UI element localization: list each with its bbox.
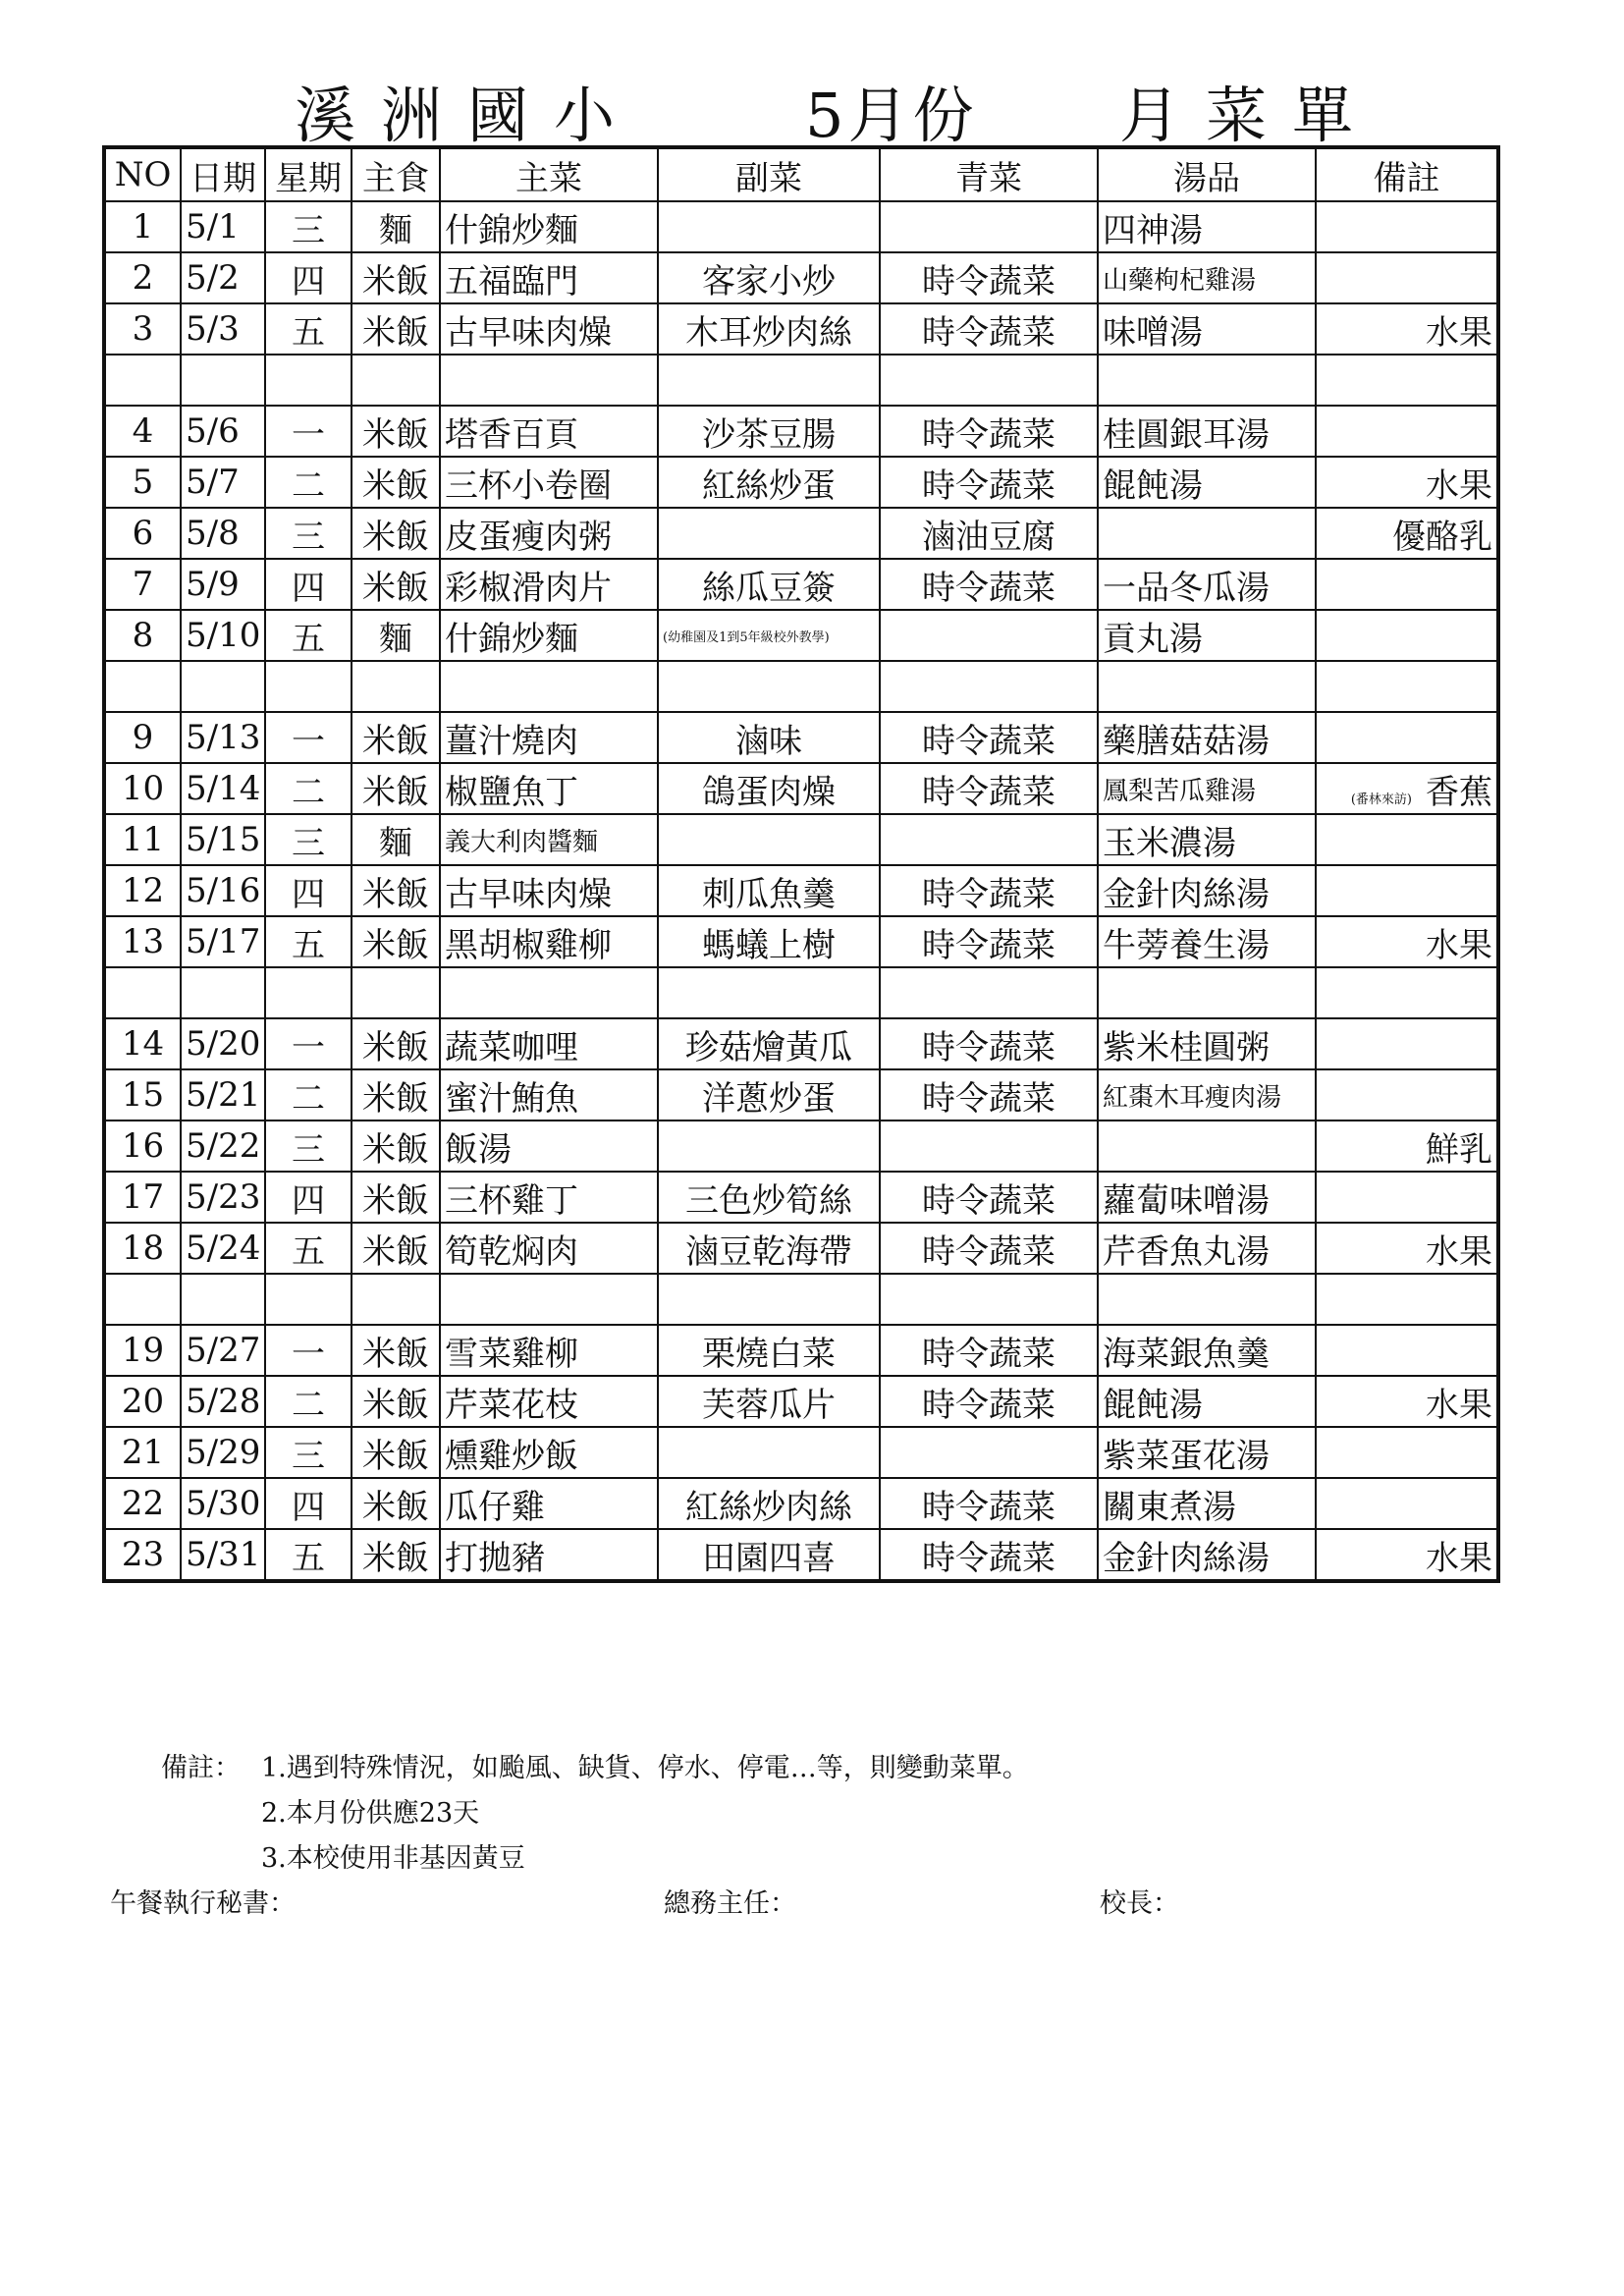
- row-number: 23: [104, 1529, 181, 1581]
- header-staple: 主食: [352, 147, 440, 201]
- blank-cell: [181, 355, 265, 406]
- row-weekday: 四: [265, 865, 352, 916]
- row-soup: 紫菜蛋花湯: [1098, 1427, 1316, 1478]
- row-soup: 藥膳菇菇湯: [1098, 712, 1316, 763]
- row-side-dish: 田園四喜: [658, 1529, 880, 1581]
- row-staple: 米飯: [352, 252, 440, 303]
- blank-cell: [880, 355, 1098, 406]
- table-row: [104, 1172, 1498, 1223]
- table-row: [104, 865, 1498, 916]
- blank-cell: [1098, 355, 1316, 406]
- row-vegetable: 時令蔬菜: [880, 1018, 1098, 1069]
- row-note: [1316, 814, 1498, 865]
- row-date: 5/21: [181, 1069, 265, 1121]
- row-vegetable: 滷油豆腐: [880, 508, 1098, 559]
- table-row: [104, 1069, 1498, 1121]
- row-note: 水果: [1316, 1376, 1498, 1427]
- table-row: [104, 201, 1498, 252]
- row-note: [1316, 201, 1498, 252]
- blank-cell: [181, 967, 265, 1018]
- row-staple: 米飯: [352, 763, 440, 814]
- row-side-dish: 三色炒筍絲: [658, 1172, 880, 1223]
- blank-cell: [658, 1274, 880, 1325]
- row-staple: 米飯: [352, 1478, 440, 1529]
- row-number: 17: [104, 1172, 181, 1223]
- row-soup: 鳳梨苦瓜雞湯: [1098, 763, 1316, 814]
- blank-cell: [352, 355, 440, 406]
- row-vegetable: 時令蔬菜: [880, 1223, 1098, 1274]
- row-weekday: 一: [265, 1018, 352, 1069]
- row-vegetable: 時令蔬菜: [880, 1478, 1098, 1529]
- row-side-dish: [658, 201, 880, 252]
- table-header-row: [104, 147, 1498, 201]
- row-date: 5/29: [181, 1427, 265, 1478]
- row-date: 5/3: [181, 303, 265, 355]
- table-row: [104, 610, 1498, 661]
- row-date: 5/30: [181, 1478, 265, 1529]
- blank-cell: [104, 355, 181, 406]
- table-row-blank: [104, 967, 1498, 1018]
- row-staple: 米飯: [352, 1223, 440, 1274]
- row-note: 優酪乳: [1316, 508, 1498, 559]
- row-side-dish: [658, 508, 880, 559]
- row-weekday: 五: [265, 1529, 352, 1581]
- table-row: [104, 1223, 1498, 1274]
- row-main-dish: 塔香百頁: [440, 406, 658, 457]
- row-staple: 麵: [352, 201, 440, 252]
- row-note: [1316, 1427, 1498, 1478]
- table-row: [104, 712, 1498, 763]
- row-main-dish: 義大利肉醬麵: [440, 814, 658, 865]
- row-note: [1316, 712, 1498, 763]
- row-note: [1316, 1172, 1498, 1223]
- row-side-dish: [658, 1427, 880, 1478]
- row-main-dish: 打拋豬: [440, 1529, 658, 1581]
- remarks-section: [161, 1746, 1029, 1882]
- row-soup: 紫米桂圓粥: [1098, 1018, 1316, 1069]
- row-number: 5: [104, 457, 181, 508]
- row-number: 10: [104, 763, 181, 814]
- row-vegetable: [880, 201, 1098, 252]
- row-weekday: 三: [265, 814, 352, 865]
- row-side-dish: 紅絲炒肉絲: [658, 1478, 880, 1529]
- blank-cell: [440, 661, 658, 712]
- row-note: 水果: [1316, 1529, 1498, 1581]
- row-note: [1316, 406, 1498, 457]
- row-main-dish: 彩椒滑肉片: [440, 559, 658, 610]
- row-date: 5/17: [181, 916, 265, 967]
- blank-cell: [352, 967, 440, 1018]
- row-staple: 米飯: [352, 457, 440, 508]
- blank-cell: [1098, 1274, 1316, 1325]
- table-row: [104, 1427, 1498, 1478]
- row-weekday: 五: [265, 610, 352, 661]
- blank-cell: [104, 661, 181, 712]
- blank-cell: [658, 661, 880, 712]
- row-number: 15: [104, 1069, 181, 1121]
- header-vegetable: 青菜: [880, 147, 1098, 201]
- row-main-dish: 三杯雞丁: [440, 1172, 658, 1223]
- row-date: 5/16: [181, 865, 265, 916]
- row-weekday: 一: [265, 1325, 352, 1376]
- table-row: [104, 1529, 1498, 1581]
- row-number: 13: [104, 916, 181, 967]
- row-vegetable: 時令蔬菜: [880, 763, 1098, 814]
- row-note: 水果: [1316, 457, 1498, 508]
- row-vegetable: 時令蔬菜: [880, 559, 1098, 610]
- row-staple: 米飯: [352, 508, 440, 559]
- blank-cell: [440, 355, 658, 406]
- blank-cell: [1316, 661, 1498, 712]
- title-month: 5月份: [805, 80, 978, 151]
- row-vegetable: 時令蔬菜: [880, 252, 1098, 303]
- blank-cell: [352, 1274, 440, 1325]
- row-weekday: 三: [265, 1427, 352, 1478]
- row-vegetable: 時令蔬菜: [880, 1069, 1098, 1121]
- blank-cell: [440, 1274, 658, 1325]
- row-main-dish: 三杯小卷圈: [440, 457, 658, 508]
- row-main-dish: 古早味肉燥: [440, 865, 658, 916]
- remark-line: [161, 1836, 1029, 1882]
- row-side-dish: 刺瓜魚羹: [658, 865, 880, 916]
- row-number: 2: [104, 252, 181, 303]
- signature-principal: 校長：: [1100, 1888, 1179, 1919]
- row-soup: 紅棗木耳瘦肉湯: [1098, 1069, 1316, 1121]
- row-number: 16: [104, 1121, 181, 1172]
- table-row: [104, 1325, 1498, 1376]
- table-row: [104, 1121, 1498, 1172]
- row-weekday: 三: [265, 1121, 352, 1172]
- row-vegetable: [880, 610, 1098, 661]
- row-date: 5/24: [181, 1223, 265, 1274]
- blank-cell: [1316, 1274, 1498, 1325]
- row-vegetable: 時令蔬菜: [880, 303, 1098, 355]
- table-row: [104, 916, 1498, 967]
- row-soup: 貢丸湯: [1098, 610, 1316, 661]
- table-row: [104, 1018, 1498, 1069]
- row-main-dish: 芹菜花枝: [440, 1376, 658, 1427]
- row-weekday: 五: [265, 303, 352, 355]
- header-weekday: 星期: [265, 147, 352, 201]
- row-number: 14: [104, 1018, 181, 1069]
- row-number: 3: [104, 303, 181, 355]
- blank-cell: [265, 1274, 352, 1325]
- row-staple: 米飯: [352, 559, 440, 610]
- header-date: 日期: [181, 147, 265, 201]
- blank-cell: [265, 661, 352, 712]
- row-soup: 餛飩湯: [1098, 457, 1316, 508]
- row-note: 鮮乳: [1316, 1121, 1498, 1172]
- row-soup: 芹香魚丸湯: [1098, 1223, 1316, 1274]
- row-main-dish: 古早味肉燥: [440, 303, 658, 355]
- row-staple: 米飯: [352, 1529, 440, 1581]
- row-staple: 米飯: [352, 1325, 440, 1376]
- remark-line: [161, 1746, 1029, 1791]
- row-weekday: 五: [265, 1223, 352, 1274]
- row-main-dish: 筍乾焖肉: [440, 1223, 658, 1274]
- row-note: [1316, 1325, 1498, 1376]
- row-staple: 米飯: [352, 1427, 440, 1478]
- row-number: 18: [104, 1223, 181, 1274]
- row-vegetable: 時令蔬菜: [880, 712, 1098, 763]
- blank-cell: [1098, 967, 1316, 1018]
- row-date: 5/27: [181, 1325, 265, 1376]
- row-soup: 味噌湯: [1098, 303, 1316, 355]
- row-soup: 四神湯: [1098, 201, 1316, 252]
- row-main-dish: 五福臨門: [440, 252, 658, 303]
- row-date: 5/23: [181, 1172, 265, 1223]
- row-soup: 牛蒡養生湯: [1098, 916, 1316, 967]
- row-soup: 一品冬瓜湯: [1098, 559, 1316, 610]
- table-row-blank: [104, 355, 1498, 406]
- row-main-dish: 什錦炒麵: [440, 201, 658, 252]
- row-date: 5/8: [181, 508, 265, 559]
- row-staple: 米飯: [352, 406, 440, 457]
- row-staple: 米飯: [352, 1121, 440, 1172]
- row-note: [1316, 610, 1498, 661]
- row-vegetable: 時令蔬菜: [880, 916, 1098, 967]
- row-vegetable: [880, 1427, 1098, 1478]
- row-vegetable: 時令蔬菜: [880, 457, 1098, 508]
- blank-cell: [1316, 355, 1498, 406]
- row-side-dish: [658, 1121, 880, 1172]
- remarks-label: 備註：: [161, 1753, 241, 1783]
- row-side-dish: 滷味: [658, 712, 880, 763]
- row-weekday: 五: [265, 916, 352, 967]
- row-side-dish: 絲瓜豆簽: [658, 559, 880, 610]
- row-vegetable: 時令蔬菜: [880, 1172, 1098, 1223]
- signature-secretary: 午餐執行秘書：: [110, 1888, 296, 1919]
- row-soup: [1098, 1121, 1316, 1172]
- row-note: 水果: [1316, 303, 1498, 355]
- row-date: 5/15: [181, 814, 265, 865]
- row-vegetable: [880, 1121, 1098, 1172]
- row-staple: 米飯: [352, 1376, 440, 1427]
- row-main-dish: 飯湯: [440, 1121, 658, 1172]
- blank-cell: [658, 355, 880, 406]
- table-row: [104, 1376, 1498, 1427]
- blank-cell: [658, 967, 880, 1018]
- row-date: 5/28: [181, 1376, 265, 1427]
- row-soup: 關東煮湯: [1098, 1478, 1316, 1529]
- row-weekday: 四: [265, 1478, 352, 1529]
- title-school: 溪洲國小: [295, 80, 641, 151]
- row-note: 水果: [1316, 1223, 1498, 1274]
- row-weekday: 三: [265, 508, 352, 559]
- table-row: [104, 559, 1498, 610]
- row-number: 21: [104, 1427, 181, 1478]
- row-side-dish: 木耳炒肉絲: [658, 303, 880, 355]
- row-date: 5/6: [181, 406, 265, 457]
- row-soup: 桂圓銀耳湯: [1098, 406, 1316, 457]
- row-side-dish: 紅絲炒蛋: [658, 457, 880, 508]
- header-soup: 湯品: [1098, 147, 1316, 201]
- remark-item: 2.本月份供應23天: [261, 1798, 480, 1829]
- row-number: 7: [104, 559, 181, 610]
- row-side-dish: 芙蓉瓜片: [658, 1376, 880, 1427]
- row-main-dish: 皮蛋瘦肉粥: [440, 508, 658, 559]
- row-main-dish: 蔬菜咖哩: [440, 1018, 658, 1069]
- row-main-dish: 椒鹽魚丁: [440, 763, 658, 814]
- row-side-dish: [658, 814, 880, 865]
- blank-cell: [440, 967, 658, 1018]
- row-side-dish: (幼稚園及1到5年級校外教學): [658, 610, 880, 661]
- row-soup: [1098, 508, 1316, 559]
- row-number: 9: [104, 712, 181, 763]
- note-text: 香蕉: [1426, 772, 1492, 812]
- table-row-blank: [104, 661, 1498, 712]
- blank-cell: [880, 661, 1098, 712]
- blank-cell: [104, 967, 181, 1018]
- row-date: 5/7: [181, 457, 265, 508]
- row-number: 19: [104, 1325, 181, 1376]
- row-date: 5/22: [181, 1121, 265, 1172]
- table-row: [104, 303, 1498, 355]
- row-soup: 山藥枸杞雞湯: [1098, 252, 1316, 303]
- row-date: 5/14: [181, 763, 265, 814]
- row-side-dish: 栗燒白菜: [658, 1325, 880, 1376]
- blank-cell: [181, 661, 265, 712]
- row-number: 6: [104, 508, 181, 559]
- row-note: [1316, 1018, 1498, 1069]
- row-number: 20: [104, 1376, 181, 1427]
- row-main-dish: 燻雞炒飯: [440, 1427, 658, 1478]
- row-main-dish: 黑胡椒雞柳: [440, 916, 658, 967]
- row-date: 5/1: [181, 201, 265, 252]
- row-vegetable: 時令蔬菜: [880, 406, 1098, 457]
- row-number: 11: [104, 814, 181, 865]
- row-note: [1316, 1478, 1498, 1529]
- table-row: [104, 406, 1498, 457]
- row-weekday: 三: [265, 201, 352, 252]
- row-vegetable: [880, 814, 1098, 865]
- title-menu: 月菜單: [1119, 80, 1380, 151]
- blank-cell: [265, 355, 352, 406]
- row-weekday: 四: [265, 559, 352, 610]
- blank-cell: [265, 967, 352, 1018]
- menu-table-body: [104, 201, 1498, 1581]
- signature-director: 總務主任：: [664, 1888, 796, 1919]
- row-weekday: 二: [265, 1376, 352, 1427]
- row-main-dish: 瓜仔雞: [440, 1478, 658, 1529]
- row-number: 4: [104, 406, 181, 457]
- table-row: [104, 763, 1498, 814]
- remark-item: 1.遇到特殊情況，如颱風、缺貨、停水、停電…等，則變動菜單。: [261, 1753, 1029, 1783]
- blank-cell: [181, 1274, 265, 1325]
- row-note: [1316, 763, 1498, 814]
- table-row: [104, 457, 1498, 508]
- row-number: 22: [104, 1478, 181, 1529]
- row-date: 5/2: [181, 252, 265, 303]
- row-date: 5/31: [181, 1529, 265, 1581]
- row-note: [1316, 865, 1498, 916]
- row-staple: 米飯: [352, 1018, 440, 1069]
- row-soup: 金針肉絲湯: [1098, 865, 1316, 916]
- row-side-dish: 客家小炒: [658, 252, 880, 303]
- row-side-dish: 滷豆乾海帶: [658, 1223, 880, 1274]
- row-soup: 玉米濃湯: [1098, 814, 1316, 865]
- row-weekday: 一: [265, 712, 352, 763]
- row-date: 5/9: [181, 559, 265, 610]
- row-main-dish: 蜜汁鮪魚: [440, 1069, 658, 1121]
- row-staple: 麵: [352, 610, 440, 661]
- row-staple: 米飯: [352, 303, 440, 355]
- row-soup: 金針肉絲湯: [1098, 1529, 1316, 1581]
- row-date: 5/13: [181, 712, 265, 763]
- row-main-dish: 什錦炒麵: [440, 610, 658, 661]
- header-note: 備註: [1316, 147, 1498, 201]
- row-weekday: 四: [265, 252, 352, 303]
- row-number: 8: [104, 610, 181, 661]
- row-date: 5/20: [181, 1018, 265, 1069]
- row-weekday: 四: [265, 1172, 352, 1223]
- row-staple: 米飯: [352, 712, 440, 763]
- row-number: 1: [104, 201, 181, 252]
- row-side-dish: 洋蔥炒蛋: [658, 1069, 880, 1121]
- row-side-dish: 螞蟻上樹: [658, 916, 880, 967]
- table-row: [104, 814, 1498, 865]
- row-main-dish: 雪菜雞柳: [440, 1325, 658, 1376]
- table-row: [104, 252, 1498, 303]
- table-row-blank: [104, 1274, 1498, 1325]
- blank-cell: [880, 1274, 1098, 1325]
- remark-item: 3.本校使用非基因黃豆: [261, 1843, 525, 1874]
- row-soup: 蘿蔔味噌湯: [1098, 1172, 1316, 1223]
- row-note: [1316, 559, 1498, 610]
- row-vegetable: 時令蔬菜: [880, 865, 1098, 916]
- row-vegetable: 時令蔬菜: [880, 1376, 1098, 1427]
- header-side-dish: 副菜: [658, 147, 880, 201]
- blank-cell: [880, 967, 1098, 1018]
- row-staple: 米飯: [352, 1172, 440, 1223]
- row-staple: 麵: [352, 814, 440, 865]
- row-note: [1316, 252, 1498, 303]
- row-soup: 餛飩湯: [1098, 1376, 1316, 1427]
- row-weekday: 二: [265, 763, 352, 814]
- header-no: NO: [104, 147, 181, 201]
- row-vegetable: 時令蔬菜: [880, 1325, 1098, 1376]
- blank-cell: [1316, 967, 1498, 1018]
- note-small-text: (番林來訪): [1350, 792, 1412, 807]
- menu-title: [0, 67, 1624, 151]
- row-staple: 米飯: [352, 916, 440, 967]
- row-weekday: 二: [265, 1069, 352, 1121]
- blank-cell: [104, 1274, 181, 1325]
- header-main-dish: 主菜: [440, 147, 658, 201]
- row-vegetable: 時令蔬菜: [880, 1529, 1098, 1581]
- menu-table: [102, 145, 1500, 1583]
- blank-cell: [352, 661, 440, 712]
- row-date: 5/10: [181, 610, 265, 661]
- row-weekday: 二: [265, 457, 352, 508]
- row-side-dish: 珍菇燴黃瓜: [658, 1018, 880, 1069]
- row-note: 水果: [1316, 916, 1498, 967]
- row-main-dish: 薑汁燒肉: [440, 712, 658, 763]
- row-side-dish: 沙茶豆腸: [658, 406, 880, 457]
- remark-line: [161, 1791, 1029, 1836]
- row-number: 12: [104, 865, 181, 916]
- row-staple: 米飯: [352, 1069, 440, 1121]
- blank-cell: [1098, 661, 1316, 712]
- row-soup: 海菜銀魚羹: [1098, 1325, 1316, 1376]
- row-staple: 米飯: [352, 865, 440, 916]
- row-weekday: 一: [265, 406, 352, 457]
- table-row: [104, 508, 1498, 559]
- row-side-dish: 鴿蛋肉燥: [658, 763, 880, 814]
- table-row: [104, 1478, 1498, 1529]
- row-note: [1316, 1069, 1498, 1121]
